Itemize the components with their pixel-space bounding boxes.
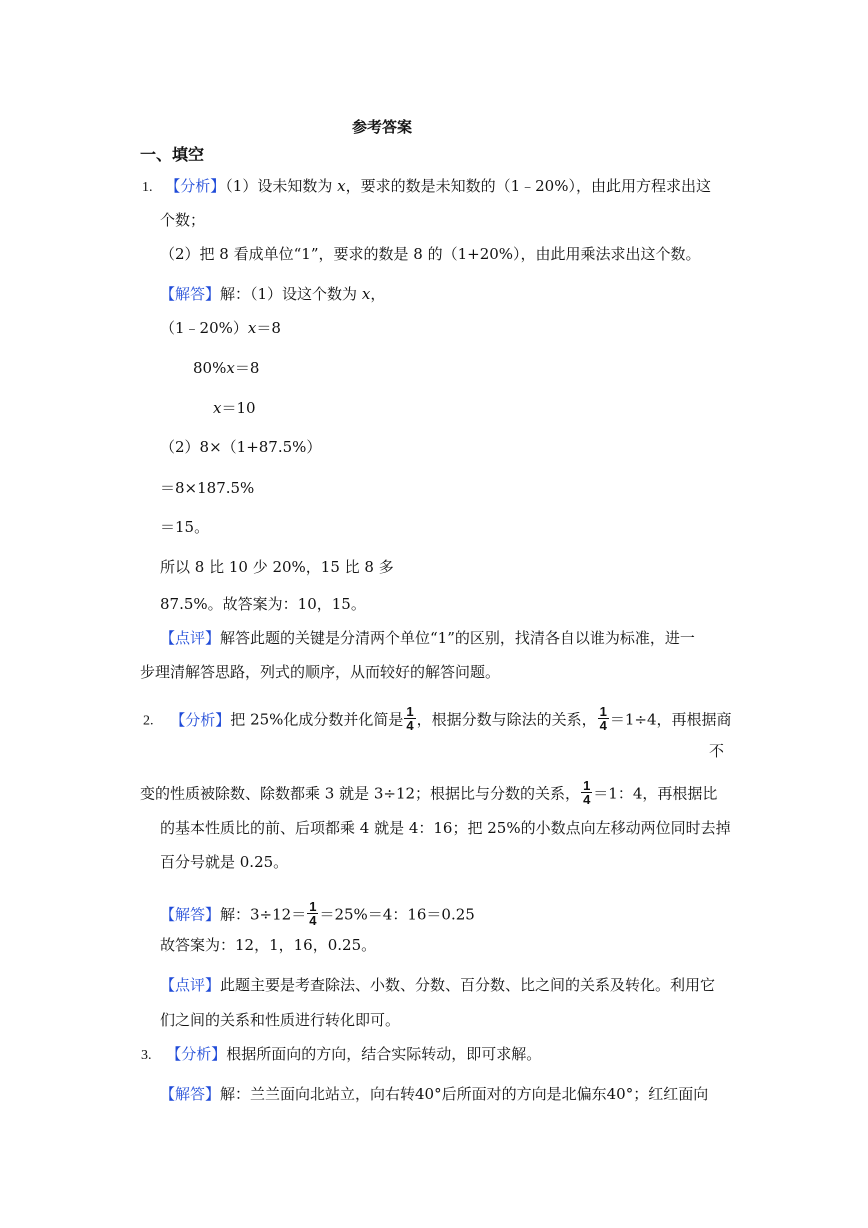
q1-conclusion-1: 所以 8 比 10 少 20%，15 比 8 多 — [160, 558, 394, 576]
q1-variable: x — [337, 177, 346, 195]
q1-equation-5: ＝8×187.5% — [160, 479, 255, 497]
q1-eq-text: 80% — [193, 359, 227, 377]
q2-analysis-text: ，根据分数与除法的关系， — [416, 710, 597, 729]
q1-comment-text: 解答此题的关键是分清两个单位“1”的区别，找清各自以谁为标准，进一 — [220, 629, 695, 647]
q1-variable: x — [247, 319, 257, 337]
q3-analysis-line1 — [141, 1044, 541, 1066]
fraction-numerator: 1 — [583, 778, 591, 793]
q1-eq-text: ＝10 — [221, 399, 256, 417]
fraction-one-quarter — [404, 705, 415, 732]
q2-solution-text: ＝25%＝4：16＝0.25 — [319, 905, 475, 924]
q1-eq-text: ＝8 — [256, 319, 281, 337]
q1-analysis-line1 — [142, 176, 711, 198]
q1-analysis-line2: 个数； — [160, 211, 206, 229]
q2-analysis-line1 — [143, 704, 732, 734]
q1-equation-4: （2）8×（1+87.5%） — [160, 438, 322, 456]
q1-comment-line2: 步理清解答思路，列式的顺序，从而较好的解答问题。 — [140, 663, 501, 681]
q2-solution-tag: 【解答】 — [160, 905, 221, 924]
q2-analysis-text: 变的性质被除数、除数都乘 3 就是 3÷12；根据比与分数的关系， — [140, 784, 581, 803]
q1-comment-line1 — [160, 628, 695, 648]
fraction-denominator: 4 — [406, 718, 414, 733]
fraction-numerator: 1 — [599, 704, 607, 719]
q2-analysis-line5: 百分号就是 0.25。 — [160, 853, 289, 871]
q1-conclusion-2: 87.5%。故答案为：10，15。 — [160, 595, 366, 613]
q2-analysis-line2: 不 — [709, 742, 725, 760]
q3-number: 3. — [141, 1048, 152, 1063]
q1-eq-text: ＝8 — [234, 359, 260, 377]
q1-analysis-text: ，要求的数是未知数的（1﹣20%），由此用方程求出这 — [345, 177, 711, 195]
q2-comment-tag: 【点评】 — [160, 976, 221, 994]
q1-comment-tag: 【点评】 — [160, 629, 221, 647]
q2-solution-text: 解：3÷12＝ — [220, 905, 307, 924]
q1-solution-text: 解：（1）设这个数为 — [220, 285, 358, 303]
q2-analysis-line4: 的基本性质比的前、后项都乘 4 就是 4：16；把 25%的小数点向左移动两位同时去掉 — [160, 819, 731, 837]
q3-analysis-text: 根据所面向的方向，结合实际转动，即可求解。 — [226, 1045, 542, 1063]
fraction-one-quarter — [598, 705, 609, 732]
q1-variable: x — [213, 399, 222, 417]
q1-equation-3 — [213, 398, 256, 418]
section-heading: 一、填空 — [140, 145, 205, 164]
fraction-one-quarter — [307, 900, 318, 927]
page-title: 参考答案 — [352, 118, 413, 136]
fraction-denominator: 4 — [583, 792, 591, 807]
q1-variable: x — [226, 359, 235, 377]
q1-solution-tag: 【解答】 — [160, 285, 221, 303]
q2-analysis-text: 把 25%化成分数并化简是 — [230, 710, 404, 729]
q1-analysis-text: （1）设未知数为 — [225, 177, 333, 195]
q2-comment-line1 — [160, 975, 715, 995]
q3-solution-text: 解：兰兰面向北站立，向右转40°后所面对的方向是北偏东40°；红红面向 — [220, 1085, 709, 1103]
q2-solution-line1 — [160, 899, 475, 929]
q1-variable: x — [361, 285, 371, 303]
fraction-numerator: 1 — [406, 704, 414, 719]
q2-comment-line2: 们之间的关系和性质进行转化即可。 — [160, 1011, 401, 1029]
q3-analysis-tag: 【分析】 — [166, 1045, 227, 1063]
q2-analysis-line3 — [140, 778, 718, 808]
q2-analysis-text: ＝1：4，再根据比 — [593, 784, 718, 803]
q3-solution-line1 — [160, 1084, 708, 1104]
q1-solution-line1 — [160, 284, 385, 304]
fraction-denominator: 4 — [309, 913, 317, 928]
q2-analysis-text: ＝1÷4，再根据商 — [609, 710, 732, 729]
q1-analysis-tag: 【分析】 — [165, 177, 226, 195]
q2-number: 2. — [143, 713, 154, 729]
q1-solution-text: ， — [370, 285, 386, 303]
fraction-one-quarter — [581, 779, 592, 806]
q3-solution-tag: 【解答】 — [160, 1085, 221, 1103]
q1-equation-6: ＝15。 — [160, 518, 210, 536]
q1-equation-2 — [193, 358, 259, 378]
q1-eq-text: （1﹣20%） — [160, 319, 248, 337]
q1-analysis-line3: （2）把 8 看成单位“1”，要求的数是 8 的（1+20%），由此用乘法求出这个数。 — [160, 245, 701, 263]
fraction-denominator: 4 — [599, 718, 607, 733]
q1-equation-1 — [160, 318, 281, 338]
q2-solution-line2: 故答案为：12，1，16，0.25。 — [160, 936, 377, 954]
fraction-numerator: 1 — [309, 899, 317, 914]
q2-comment-text: 此题主要是考查除法、小数、分数、百分数、比之间的关系及转化。利用它 — [220, 976, 716, 994]
q2-analysis-tag: 【分析】 — [170, 710, 231, 729]
q1-number: 1. — [142, 180, 153, 195]
